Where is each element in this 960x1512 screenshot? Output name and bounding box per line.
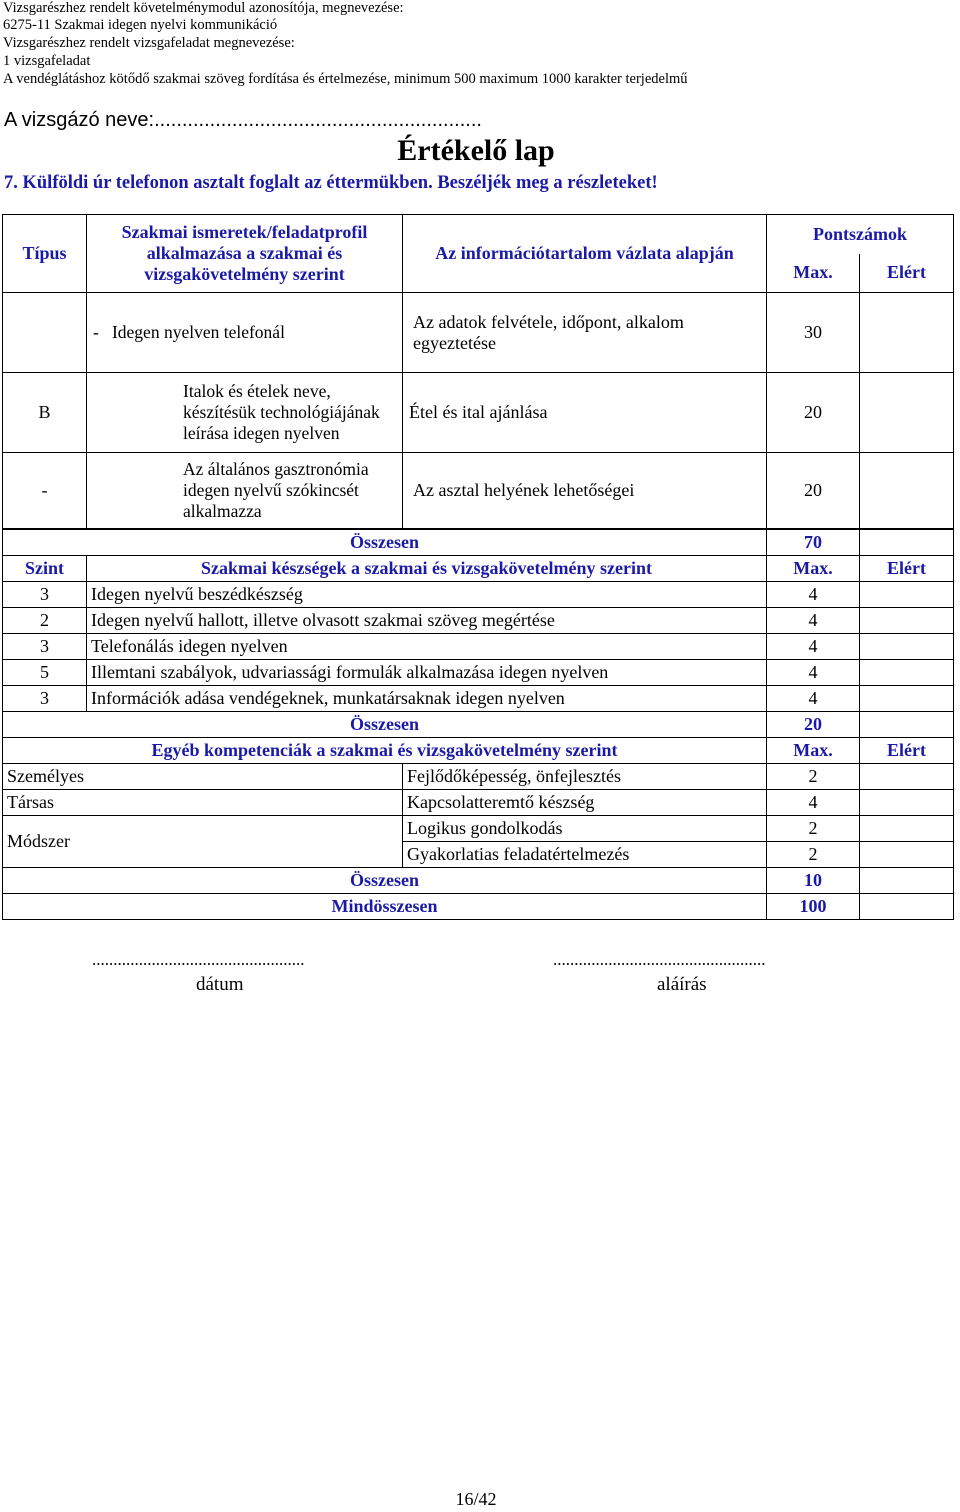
col-header-max: Max. <box>767 254 860 293</box>
row-max: 20 <box>767 453 860 529</box>
skills-table <box>2 529 954 920</box>
row-profile: - Idegen nyelven telefonál <box>87 293 403 373</box>
table-row <box>3 293 954 373</box>
row-max: 30 <box>767 293 860 373</box>
row-szint: 3 <box>3 634 87 660</box>
row-max: 2 <box>767 764 860 790</box>
row-elert-cell[interactable] <box>860 842 954 868</box>
row-elert-cell[interactable] <box>860 293 954 373</box>
col-header-elert: Elért <box>860 254 954 293</box>
row-max: 4 <box>767 582 860 608</box>
row-label: Idegen nyelvű beszédkészség <box>87 582 767 608</box>
row-category: Módszer <box>3 816 403 868</box>
row-info: Étel és ital ajánlása <box>403 373 767 453</box>
row-max: 4 <box>767 608 860 634</box>
row-tipus <box>3 293 87 373</box>
table-row <box>3 453 954 529</box>
module-label: Vizsgarészhez rendelt követelménymodul azonosítója, megnevezése: <box>3 0 404 16</box>
date-field[interactable]: .................................................. <box>92 950 305 969</box>
task-type-label: Vizsgarészhez rendelt vizsgafeladat megnevezése: <box>3 35 295 51</box>
table-row <box>3 634 954 660</box>
row-category: Személyes <box>3 764 403 790</box>
row-max: 4 <box>767 634 860 660</box>
row-max: 20 <box>767 373 860 453</box>
row-elert-cell[interactable] <box>860 660 954 686</box>
row-profile: Az általános gasztronómia idegen nyelvű szókincsét alkalmazza <box>87 453 403 529</box>
table-row <box>3 790 954 816</box>
col-header-info: Az információtartalom vázlata alapján <box>403 215 767 293</box>
row-tipus: - <box>3 453 87 529</box>
row-szint: 5 <box>3 660 87 686</box>
row-label: Kapcsolatteremtő készség <box>403 790 767 816</box>
row-elert-cell[interactable] <box>860 790 954 816</box>
row-elert-cell[interactable] <box>860 764 954 790</box>
total-label: Összesen <box>3 712 767 738</box>
col-header-pontszamok: Pontszámok <box>767 215 954 254</box>
row-category: Társas <box>3 790 403 816</box>
row-elert-cell[interactable] <box>860 634 954 660</box>
row-elert-cell[interactable] <box>860 373 954 453</box>
task-description: A vendéglátáshoz kötődő szakmai szöveg fordítása és értelmezése, minimum 500 maximum 1000 karakter terjedelmű <box>3 71 688 87</box>
row-max: 2 <box>767 842 860 868</box>
row-elert-cell[interactable] <box>860 453 954 529</box>
total-elert-cell[interactable] <box>860 868 954 894</box>
col-header-skills: Szakmai készségek a szakmai és vizsgakövetelmény szerint <box>87 556 767 582</box>
row-label: Fejlődőképesség, önfejlesztés <box>403 764 767 790</box>
col-header-tipus: Típus <box>3 215 87 293</box>
col-header-max: Max. <box>767 738 860 764</box>
total-value: 10 <box>767 868 860 894</box>
col-header-elert: Elért <box>860 738 954 764</box>
knowledge-table <box>2 214 954 529</box>
row-szint: 3 <box>3 686 87 712</box>
row-max: 4 <box>767 660 860 686</box>
signature-field[interactable]: .................................................. <box>553 950 766 969</box>
col-header-competencies: Egyéb kompetenciák a szakmai és vizsgakövetelmény szerint <box>3 738 767 764</box>
total-label: Összesen <box>3 868 767 894</box>
row-label: Gyakorlatias feladatértelmezés <box>403 842 767 868</box>
row-elert-cell[interactable] <box>860 686 954 712</box>
row-szint: 2 <box>3 608 87 634</box>
page-number: 16/42 <box>455 1489 497 1509</box>
total-elert-cell[interactable] <box>860 530 954 556</box>
total-elert-cell[interactable] <box>860 712 954 738</box>
table-row <box>3 686 954 712</box>
row-elert-cell[interactable] <box>860 816 954 842</box>
row-max: 4 <box>767 686 860 712</box>
table-row <box>3 582 954 608</box>
row-info: Az asztal helyének lehetőségei <box>403 453 767 529</box>
col-header-szint: Szint <box>3 556 87 582</box>
row-max: 4 <box>767 790 860 816</box>
grand-total-value: 100 <box>767 894 860 920</box>
row-label: Logikus gondolkodás <box>403 816 767 842</box>
row-szint: 3 <box>3 582 87 608</box>
total-value: 20 <box>767 712 860 738</box>
row-info: Az adatok felvétele, időpont, alkalom egyeztetése <box>403 293 767 373</box>
task-type-name: 1 vizsgafeladat <box>3 53 91 69</box>
row-max: 2 <box>767 816 860 842</box>
row-label: Információk adása vendégeknek, munkatársaknak idegen nyelven <box>87 686 767 712</box>
table-row <box>3 660 954 686</box>
table-row <box>3 608 954 634</box>
module-name: 6275-11 Szakmai idegen nyelvi kommunikáció <box>3 17 278 33</box>
row-elert-cell[interactable] <box>860 582 954 608</box>
examinee-name-field[interactable]: A vizsgázó neve:........................................................... <box>4 109 482 131</box>
table-row <box>3 816 954 842</box>
row-label: Illemtani szabályok, udvariassági formulák alkalmazása idegen nyelven <box>87 660 767 686</box>
row-elert-cell[interactable] <box>860 608 954 634</box>
table-row <box>3 373 954 453</box>
col-header-profile: Szakmai ismeretek/feladatprofil alkalmazása a szakmai és vizsgakövetelmény szerint <box>87 215 403 293</box>
date-label: dátum <box>196 974 244 995</box>
row-label: Idegen nyelvű hallott, illetve olvasott szakmai szöveg megértése <box>87 608 767 634</box>
task-statement: 7. Külföldi úr telefonon asztalt foglalt az éttermükben. Beszéljék meg a részleteket! <box>4 173 658 193</box>
signature-label: aláírás <box>657 974 707 995</box>
row-label: Telefonálás idegen nyelven <box>87 634 767 660</box>
row-tipus: B <box>3 373 87 453</box>
col-header-max: Max. <box>767 556 860 582</box>
total-label: Összesen <box>3 530 767 556</box>
grand-total-elert-cell[interactable] <box>860 894 954 920</box>
page-title: Értékelő lap <box>397 134 555 167</box>
table-row <box>3 764 954 790</box>
total-value: 70 <box>767 530 860 556</box>
row-profile: Italok és ételek neve, készítésük technológiájának leírása idegen nyelven <box>87 373 403 453</box>
col-header-elert: Elért <box>860 556 954 582</box>
grand-total-label: Mindösszesen <box>3 894 767 920</box>
